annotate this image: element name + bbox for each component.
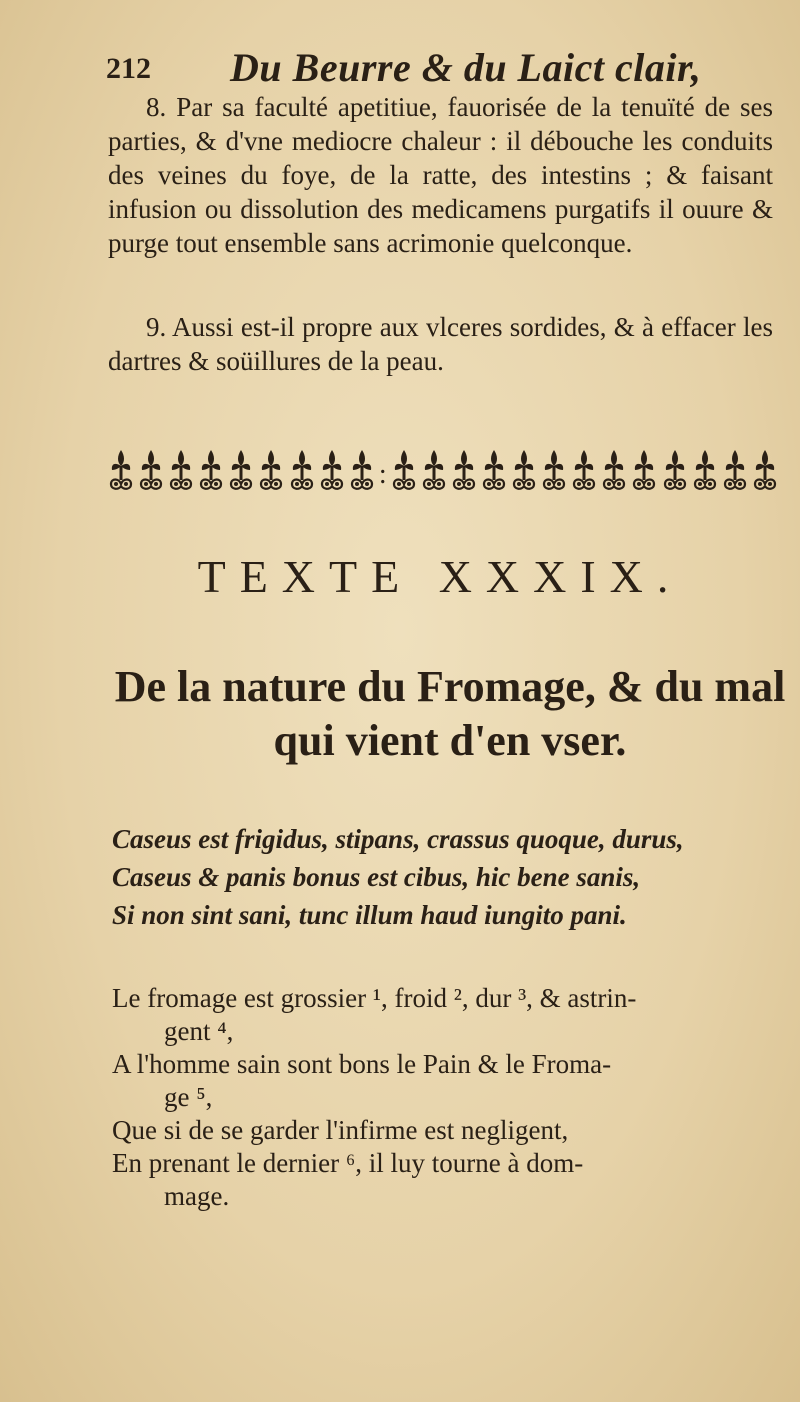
latin-verse-line: Si non sint sani, tunc illum haud iungito pani. xyxy=(112,900,627,930)
fleuron-icon xyxy=(752,446,778,504)
fleuron-icon xyxy=(481,446,507,504)
page-number: 212 xyxy=(106,52,151,85)
fleuron-icon xyxy=(228,446,254,504)
fleuron-icon xyxy=(541,446,567,504)
ornament-separator: : xyxy=(378,459,387,490)
fleuron-icon xyxy=(168,446,194,504)
chapter-title-line: qui vient d'en vser. xyxy=(273,716,627,765)
fleuron-icon xyxy=(601,446,627,504)
paragraph-text: Par sa faculté apetitiue, fauorisée de la tenuïté de ses parties, & d'vne mediocre chaleur : il débouche les conduits des veines du foye, de la ratte, des intestins ; & faisant infusion ou dissolution des medicamens purgatifs il ouure & purge tout ensemble sans acrimonie quelconque. xyxy=(108,92,774,258)
french-verse-continuation: ge ⁵, xyxy=(164,1082,213,1112)
fleuron-icon xyxy=(511,446,537,504)
french-verse-line: Le fromage est grossier ¹, froid ², dur ³, & astrin- xyxy=(112,983,637,1013)
fleuron-icon xyxy=(722,446,748,504)
fleuron-icon xyxy=(108,446,134,504)
fleuron-icon xyxy=(662,446,688,504)
fleuron-icon xyxy=(319,446,345,504)
fleuron-icon xyxy=(258,446,284,504)
paragraph-number: 9. xyxy=(146,312,167,342)
fleuron-icon xyxy=(421,446,447,504)
chapter-title xyxy=(105,660,795,768)
page-header xyxy=(100,38,780,98)
paragraph-text: Aussi est-il propre aux vlceres sordides, & à effacer les dartres & soüillures de la peau. xyxy=(108,312,773,376)
french-verse-continuation: gent ⁴, xyxy=(164,1016,234,1046)
fleuron-icon xyxy=(391,446,417,504)
fleuron-icon xyxy=(692,446,718,504)
fleuron-icon xyxy=(349,446,375,504)
fleuron-icon xyxy=(631,446,657,504)
latin-verse-line: Caseus & panis bonus est cibus, hic bene sanis, xyxy=(112,862,641,892)
fleuron-icon xyxy=(138,446,164,504)
french-verse-line: Que si de se garder l'infirme est negligent, xyxy=(112,1115,569,1145)
french-verse xyxy=(112,982,780,1213)
fleuron-icon xyxy=(571,446,597,504)
french-verse-line: En prenant le dernier ⁶, il luy tourne à dom- xyxy=(112,1148,584,1178)
fleuron-icon xyxy=(198,446,224,504)
chapter-title-line: De la nature du Fromage, & du mal xyxy=(114,662,786,711)
section-heading: TEXTE XXXIX. xyxy=(197,551,683,602)
paragraph-8 xyxy=(108,90,773,260)
paragraph-number: 8. xyxy=(146,92,167,122)
french-verse-continuation: mage. xyxy=(164,1181,230,1211)
fleuron-icon xyxy=(289,446,315,504)
running-title: Du Beurre & du Laict clair, xyxy=(230,45,702,90)
fleuron-ornament-band xyxy=(108,440,778,510)
latin-verse xyxy=(112,820,772,934)
french-verse-line: A l'homme sain sont bons le Pain & le Froma- xyxy=(112,1049,612,1079)
fleuron-icon xyxy=(451,446,477,504)
latin-verse-line: Caseus est frigidus, stipans, crassus quoque, durus, xyxy=(112,824,684,854)
paragraph-9 xyxy=(108,310,773,378)
